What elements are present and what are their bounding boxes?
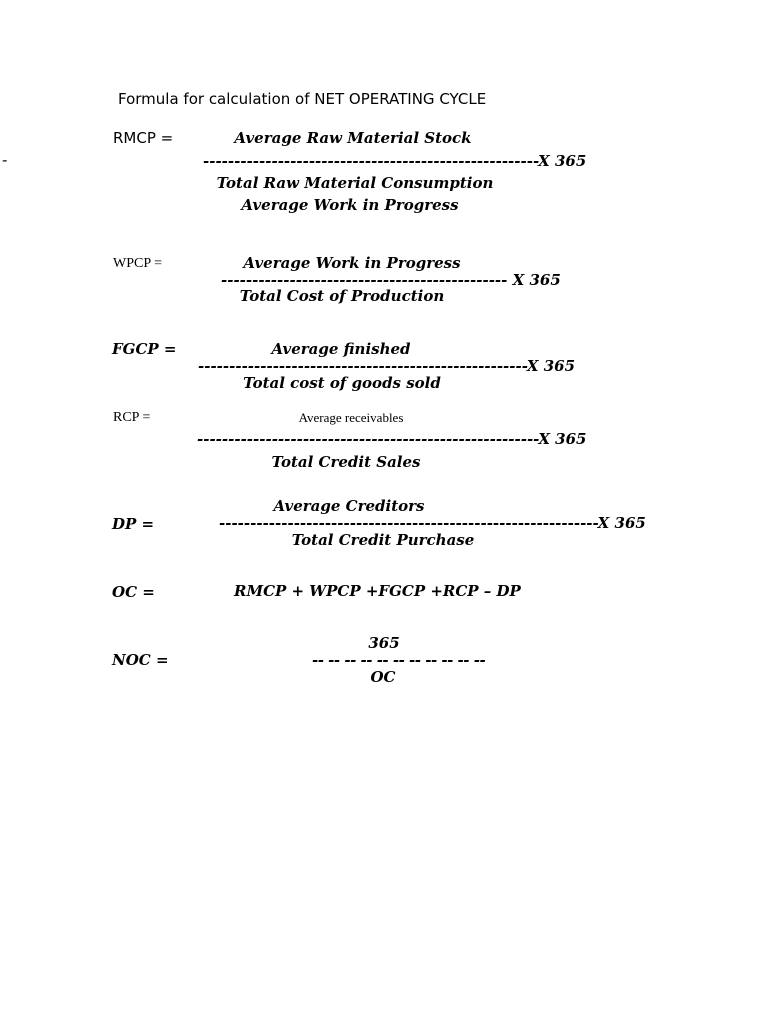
noc-fraction-line: -- -- -- -- -- -- -- -- -- -- -- [312, 651, 486, 669]
oc-expression: RMCP + WPCP +FGCP +RCP – DP [234, 582, 521, 600]
fgcp-denominator: Total cost of goods sold [243, 374, 441, 392]
rcp-numerator: Average receivables [298, 410, 404, 425]
dp-denominator: Total Credit Purchase [291, 531, 475, 549]
rmcp-numerator: Average Raw Material Stock [234, 129, 472, 147]
rmcp-label: RMCP = [113, 129, 174, 147]
dp-label: DP = [112, 515, 155, 533]
wpcp-numerator: Average Work in Progress [243, 254, 461, 272]
noc-denominator: OC [370, 668, 396, 686]
wpcp-denominator: Total Cost of Production [239, 287, 445, 305]
dp-fraction-line: -------------------------------------------------------------X 365 [219, 514, 646, 532]
stray-dash: - [2, 151, 8, 169]
rmcp-denominator: Total Raw Material Consumption [216, 174, 494, 192]
rmcp-fraction-line: ------------------------------------------------------X 365 [203, 152, 587, 170]
noc-label: NOC = [112, 651, 169, 669]
dp-numerator: Average Creditors [273, 497, 425, 515]
fgcp-label: FGCP = [112, 340, 177, 358]
wpcp-label: WPCP = [113, 256, 162, 271]
document-title: Formula for calculation of NET OPERATING CYCLE [118, 90, 487, 108]
oc-label: OC = [112, 583, 155, 601]
noc-numerator: 365 [368, 634, 400, 652]
rcp-label: RCP = [113, 410, 151, 425]
wpcp-fraction-line: ---------------------------------------------- X 365 [221, 271, 561, 289]
rcp-fraction-line: -------------------------------------------------------X 365 [197, 430, 587, 448]
rcp-denominator: Total Credit Sales [271, 453, 421, 471]
rmcp-extra-line: Average Work in Progress [241, 196, 459, 214]
fgcp-numerator: Average finished [271, 340, 411, 358]
fgcp-fraction-line: -----------------------------------------------------X 365 [198, 357, 576, 375]
